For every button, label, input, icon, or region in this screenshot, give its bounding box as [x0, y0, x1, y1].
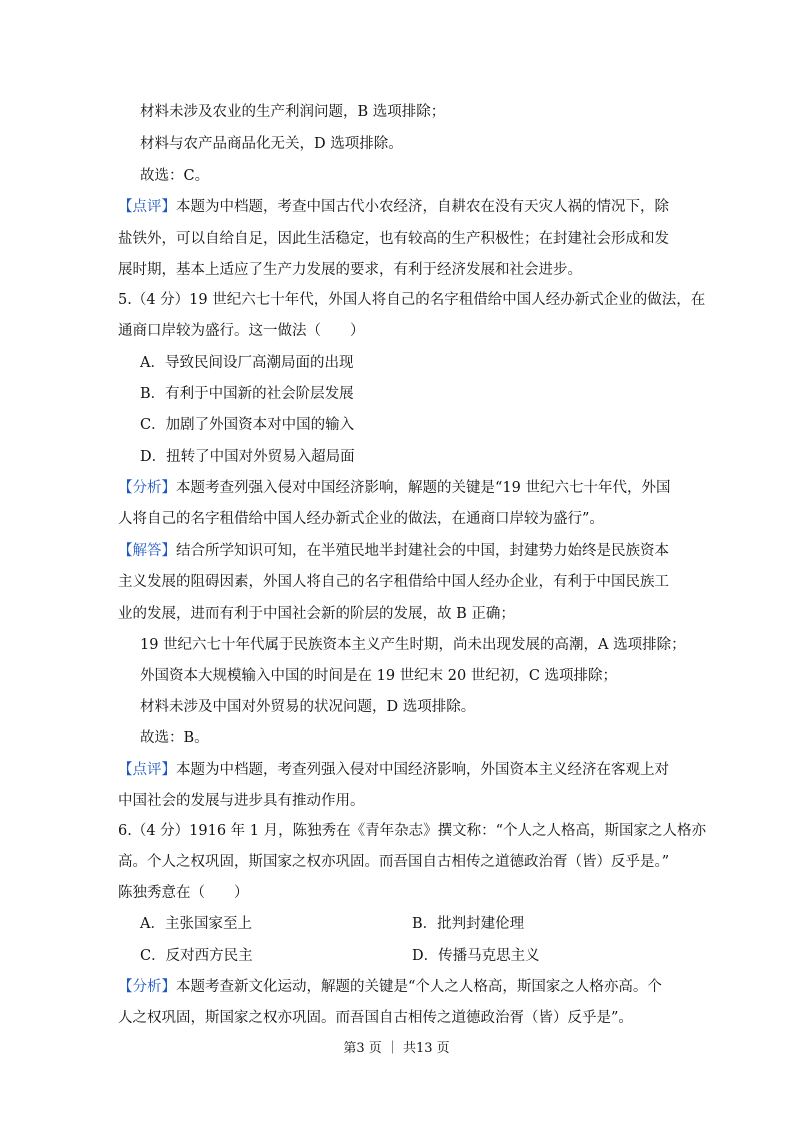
comment-text: 本题为中档题，考查中国古代小农经济，自耕农在没有天灾人祸的情况下，除 — [176, 199, 669, 215]
solution-line — [118, 541, 669, 561]
question-stem: 高。个人之权巩固，斯国家之权亦巩固。而吾国自古相传之道德政治胥（皆）反乎是。” — [118, 854, 670, 870]
question-stem: 通商口岸较为盛行。这一做法（ ） — [118, 323, 365, 339]
option-b: B．批判封建伦理 — [412, 916, 525, 932]
comment-line: 盐铁外，可以自给自足，因此生活稳定，也有较高的生产积极性；在封建社会形成和发 — [118, 231, 669, 247]
solution-line: 材料未涉及中国对外贸易的状况问题，D 选项排除。 — [140, 699, 476, 715]
option-a: A．导致民间设厂高潮局面的出现 — [140, 355, 354, 371]
analysis-line: 人之权巩固，斯国家之权亦巩固。而吾国自古相传之道德政治胥（皆）反乎是”。 — [118, 1010, 633, 1026]
comment-text: 本题为中档题，考查列强入侵对中国经济影响，外国资本主义经济在客观上对 — [176, 762, 669, 778]
comment-line: 展时期，基本上适应了生产力发展的要求，有利于经济发展和社会进步。 — [118, 262, 582, 278]
question-stem: 陈独秀意在（ ） — [118, 885, 249, 901]
question-stem: 6.（4 分）1916 年 1 月，陈独秀在《青年杂志》撰文称：“个人之人格高，斯国家之人格亦 — [118, 823, 707, 839]
option-d: D．传播马克思主义 — [412, 948, 540, 964]
analysis-line — [118, 478, 670, 498]
analysis-line — [118, 977, 662, 997]
analysis-text: 本题考查列强入侵对中国经济影响，解题的关键是“19 世纪六七十年代，外国 — [176, 480, 671, 496]
option-d: D．扭转了中国对外贸易入超局面 — [140, 449, 355, 465]
solution-text: 结合所学知识可知，在半殖民地半封建社会的中国，封建势力始终是民族资本 — [176, 543, 669, 559]
question-stem: 5.（4 分）19 世纪六七十年代，外国人将自己的名字租借给中国人经办新式企业的做法，在 — [118, 292, 706, 308]
comment-line: 中国社会的发展与进步具有推动作用。 — [118, 793, 365, 809]
solution-line: 主义发展的阻碍因素，外国人将自己的名字租借给中国人经办企业，有利于中国民族工 — [118, 574, 669, 590]
option-a: A．主张国家至上 — [140, 916, 252, 932]
text-line: 材料未涉及农业的生产利润问题，B 选项排除； — [140, 104, 446, 120]
solution-line: 外国资本大规模输入中国的时间是在 19 世纪末 20 世纪初，C 选项排除； — [140, 668, 618, 684]
analysis-line: 人将自己的名字租借给中国人经办新式企业的做法，在通商口岸较为盛行”。 — [118, 511, 604, 527]
solution-line: 业的发展，进而有利于中国社会新的阶层的发展，故 B 正确； — [118, 606, 515, 622]
solution-tag: 【解答】 — [118, 543, 176, 559]
answer-line: 故选：C。 — [140, 168, 210, 184]
analysis-tag: 【分析】 — [118, 480, 176, 496]
solution-line: 19 世纪六七十年代属于民族资本主义产生时期，尚未出现发展的高潮，A 选项排除； — [140, 637, 686, 653]
comment-line — [118, 197, 669, 217]
answer-line: 故选：B。 — [140, 730, 209, 746]
text-line: 材料与农产品商品化无关，D 选项排除。 — [140, 136, 403, 152]
page-footer: 第3 页 ｜ 共13 页 — [343, 1041, 450, 1056]
comment-tag: 【点评】 — [118, 762, 176, 778]
option-c: C．加剧了外国资本对中国的输入 — [140, 417, 355, 433]
analysis-text: 本题考查新文化运动，解题的关键是“个人之人格高，斯国家之人格亦高。个 — [176, 979, 662, 995]
comment-line — [118, 760, 669, 780]
analysis-tag: 【分析】 — [118, 979, 176, 995]
option-c: C．反对西方民主 — [140, 948, 253, 964]
comment-tag: 【点评】 — [118, 199, 176, 215]
option-b: B．有利于中国新的社会阶层发展 — [140, 386, 354, 402]
